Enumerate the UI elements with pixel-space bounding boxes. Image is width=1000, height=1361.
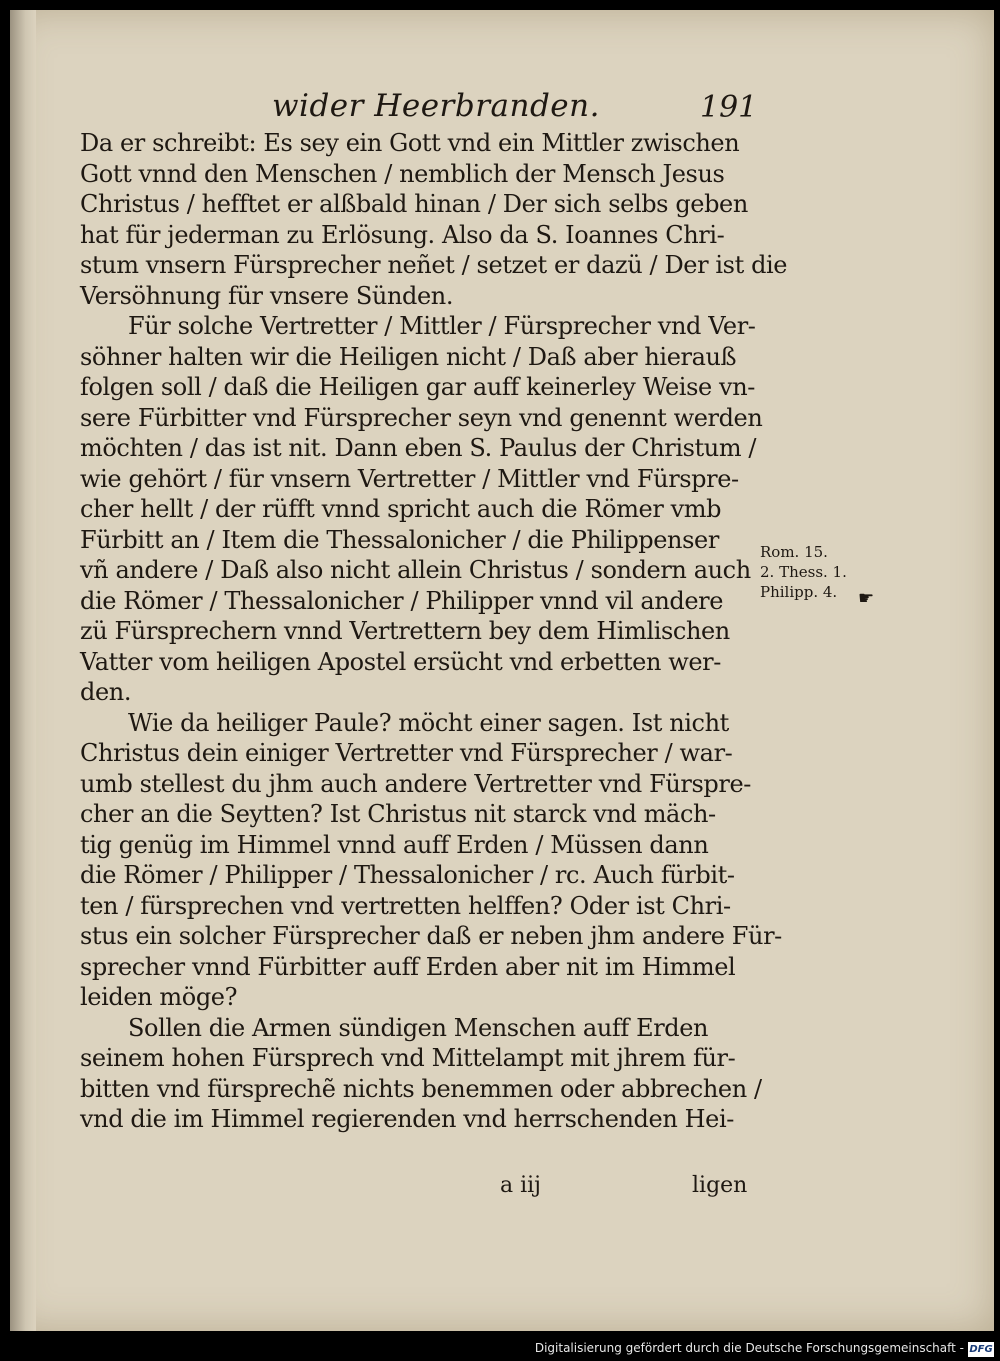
text-line: seinem hohen Fürsprech vnd Mittelampt mit jhrem für- [80,1044,736,1072]
text-line: möchten / das ist nit. Dann eben S. Paulus der Christum / [80,434,757,462]
text-line: cher an die Seytten? Ist Christus nit starck vnd mäch- [80,800,716,828]
text-line: vñ andere / Daß also nicht allein Christus / sondern auch [80,556,751,584]
marginal-note: 2. Thess. 1. [760,563,847,581]
marginal-notes [760,542,870,602]
text-line: sere Fürbitter vnd Fürsprecher seyn vnd genennt werden [80,403,763,432]
text-line: bitten vnd fürsprechẽ nichts benemmen oder abbrechen / [80,1074,762,1103]
text-line: umb stellest du jhm auch andere Vertretter vnd Fürspre- [80,769,751,798]
text-line: Wie da heiliger Paule? möcht einer sagen. Ist nicht [128,708,729,737]
text-line: Gott vnnd den Menschen / nemblich der Mensch Jesus [80,159,725,188]
text-line: die Römer / Thessalonicher / Philipper vnnd vil andere [80,586,724,615]
marginal-note: Rom. 15. [760,543,828,561]
text-line: leiden möge? [80,983,238,1011]
page-number: 191 [700,90,758,125]
book-page [10,10,994,1331]
catchword: ligen [692,1173,748,1198]
pointing-hand-icon: ☛ [858,588,875,609]
text-line: wie gehört / für vnsern Vertretter / Mittler vnd Fürspre- [80,464,739,493]
text-line: den. [80,678,132,706]
text-line: Christus / hefftet er alßbald hinan / Der sich selbs geben [80,190,748,218]
text-line: sprecher vnnd Fürbitter auff Erden aber nit im Himmel [80,952,736,981]
page-header [10,88,994,128]
text-line: Fürbitt an / Item die Thessalonicher / die Philippenser [80,525,719,554]
page-gutter-shadow [10,10,36,1331]
text-line: Für solche Vertretter / Mittler / Fürsprecher vnd Ver- [128,312,756,340]
marginal-note: Philipp. 4. [760,583,838,601]
text-line: Da er schreibt: Es sey ein Gott vnd ein Mittler zwischen [80,129,740,157]
running-head: wider Heerbranden. [272,88,600,124]
text-line: folgen soll / daß die Heiligen gar auff keinerley Weise vn- [80,373,755,401]
text-line: vnd die im Himmel regierenden vnd herrschenden Hei- [80,1105,734,1133]
text-line: zü Fürsprechern vnnd Vertrettern bey dem Himlischen [80,617,730,645]
signature-mark: a iij [500,1173,542,1198]
catchline [10,1173,994,1205]
digitization-footer [0,1340,1000,1361]
text-line: Versöhnung für vnsere Sünden. [80,281,454,310]
funding-credit: Digitalisierung gefördert durch die Deutsche Forschungsgemeinschaft - [534,1341,964,1355]
text-line: hat für jederman zu Erlösung. Also da S. Ioannes Chri- [80,220,725,249]
text-line: Vatter vom heiligen Apostel ersücht vnd erbetten wer- [80,647,721,676]
text-line: söhner halten wir die Heiligen nicht / Daß aber hierauß [80,342,737,371]
text-line: tig genüg im Himmel vnnd auff Erden / Müssen dann [80,830,709,859]
text-line: stus ein solcher Fürsprecher daß er neben jhm andere Für- [80,922,782,950]
text-line: Sollen die Armen sündigen Menschen auff Erden [128,1013,709,1042]
text-line: cher hellt / der rüfft vnnd spricht auch die Römer vmb [80,495,722,523]
dfg-logo: DFG [969,1344,993,1355]
main-text-block [80,128,788,1135]
text-line: Christus dein einiger Vertretter vnd Fürsprecher / war- [80,739,733,767]
text-line: ten / fürsprechen vnd vertretten helffen? Oder ist Chri- [80,891,731,920]
text-line: die Römer / Philipper / Thessalonicher / rc. Auch fürbit- [80,861,735,889]
text-line: stum vnsern Fürsprecher neñet / setzet er dazü / Der ist die [80,251,788,279]
